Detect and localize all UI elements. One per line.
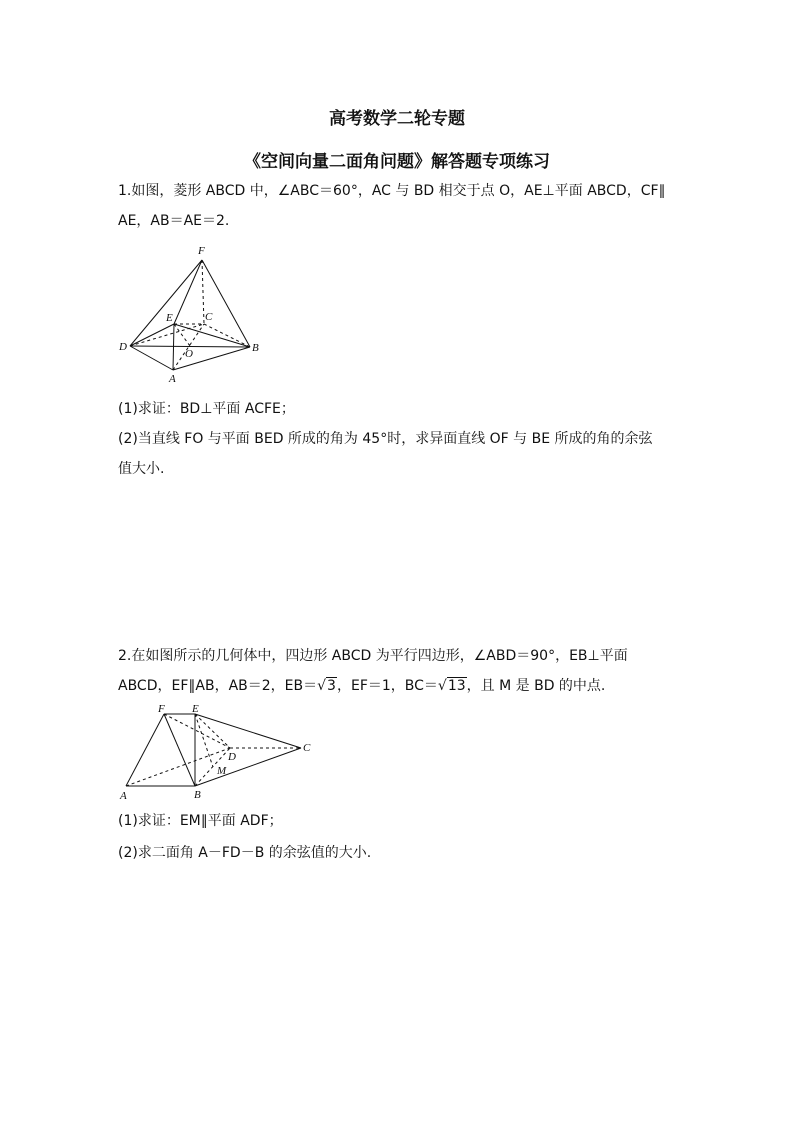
- label-D: D: [119, 341, 127, 353]
- edge-FE: [174, 260, 202, 324]
- label-C: C: [303, 742, 311, 754]
- sqrt-13: √13: [437, 678, 466, 694]
- edge-FB: [202, 260, 250, 347]
- label-F: F: [198, 245, 205, 257]
- label-A: A: [120, 790, 127, 802]
- problem2-stem-line2: [118, 671, 708, 701]
- edge-EC: [195, 714, 301, 748]
- edge-FA: [126, 714, 164, 786]
- label-E: E: [192, 703, 199, 715]
- edge-EA: [173, 324, 174, 370]
- edge-FB: [164, 714, 195, 786]
- edge-FD: [164, 714, 230, 748]
- edge-EO: [174, 324, 190, 346]
- sqrt-3: √3: [317, 678, 336, 694]
- label-B: B: [194, 789, 201, 801]
- problem2-stem-part-a: ABCD，EF∥AB，AB＝2，EB＝: [118, 678, 318, 694]
- problem1-part1: (1)求证：BD⊥平面 ACFE；: [118, 401, 295, 417]
- edge-DB: [130, 346, 250, 347]
- page-subtitle: 《空间向量二面角问题》解答题专项练习: [244, 152, 550, 172]
- problem1-figure: [116, 240, 266, 388]
- edge-FC: [202, 260, 204, 324]
- problem1-stem-line1: 1.如图，菱形 ABCD 中，∠ABC＝60°，AC 与 BD 相交于点 O，AE⊥平面 ABCD，CF∥: [118, 183, 666, 199]
- label-M: M: [217, 765, 227, 777]
- problem1-part2-line1: (2)当直线 FO 与平面 BED 所成的角为 45°时，求异面直线 OF 与 BE 所成的角的余弦: [118, 431, 653, 447]
- label-F: F: [158, 703, 165, 715]
- problem2-part1: (1)求证：EM∥平面 ADF；: [118, 813, 283, 829]
- edge-DA: [130, 346, 173, 370]
- problem2-stem-line1: 2.在如图所示的几何体中，四边形 ABCD 为平行四边形，∠ABD＝90°，EB⊥平面: [118, 648, 628, 664]
- edge-EM: [195, 714, 213, 767]
- label-D: D: [228, 751, 236, 763]
- problem1-part2-line2: 值大小.: [118, 461, 165, 477]
- label-O: O: [185, 348, 193, 360]
- label-C: C: [205, 311, 213, 323]
- label-E: E: [166, 312, 173, 324]
- page-title: 高考数学二轮专题: [329, 109, 465, 129]
- edge-FD: [130, 260, 202, 346]
- label-B: B: [252, 342, 259, 354]
- problem2-figure: [116, 702, 316, 804]
- edge-BC: [195, 748, 301, 786]
- edge-AD: [126, 748, 230, 786]
- problem2-part2: (2)求二面角 A－FD－B 的余弦值的大小.: [118, 845, 372, 861]
- problem2-stem-part-b: ，EF＝1，BC＝: [336, 678, 438, 694]
- problem2-stem-part-c: ，且 M 是 BD 的中点.: [466, 678, 606, 694]
- label-A: A: [169, 373, 176, 385]
- problem1-stem-line2: AE，AB＝AE＝2.: [118, 213, 230, 229]
